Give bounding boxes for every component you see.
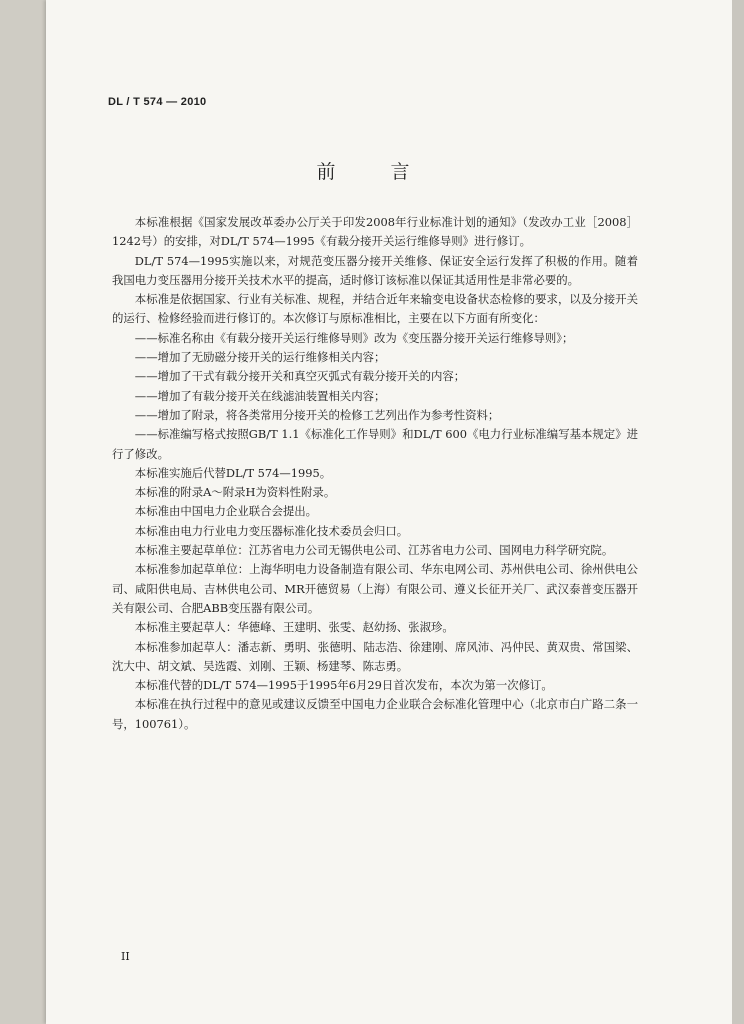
paragraph: 本标准参加起草单位：上海华明电力设备制造有限公司、华东电网公司、苏州供电公司、徐州供电公司、咸阳供电局、吉林供电公司、MR开德贸易（上海）有限公司、遵义长征开关厂、武汉泰普变压器开关有限公司、合肥ABB变压器有限公司。 <box>112 562 638 615</box>
page-number: II <box>121 950 130 963</box>
list-item: ——增加了附录，将各类常用分接开关的检修工艺列出作为参考性资料； <box>134 407 500 422</box>
standard-code: DL / T 574 — 2010 <box>108 96 207 108</box>
paragraph: 本标准参加起草人：潘志新、勇明、张德明、陆志浩、徐建刚、席风沛、冯仲民、黄双贵、常国梁、沈大中、胡文斌、吴选霞、刘刚、王颖、杨建琴、陈志勇。 <box>112 639 638 673</box>
list-item: ——增加了干式有载分接开关和真空灭弧式有载分接开关的内容； <box>134 369 466 384</box>
paragraph: 本标准实施后代替DL/T 574—1995。 <box>134 465 332 480</box>
paragraph: 本标准主要起草单位：江苏省电力公司无锡供电公司、江苏省电力公司、国网电力科学研究院。 <box>134 543 614 558</box>
paragraph: 本标准主要起草人：华德峰、王建明、张雯、赵幼扬、张淑珍。 <box>134 620 454 635</box>
paragraph: DL/T 574—1995实施以来，对规范变压器分接开关维修、保证安全运行发挥了积极的作用。随着我国电力变压器用分接开关技术水平的提高，适时修订该标准以保证其适用性是非常必要的。 <box>112 253 638 287</box>
foreword-body <box>112 213 638 734</box>
page-title: 前 言 <box>316 161 428 183</box>
paragraph: 本标准代替的DL/T 574—1995于1995年6月29日首次发布，本次为第一次修订。 <box>134 678 553 693</box>
paragraph: 本标准的附录A～附录H为资料性附录。 <box>134 485 336 500</box>
paragraph: 本标准由中国电力企业联合会提出。 <box>134 504 318 519</box>
scan-right-margin <box>732 0 744 1024</box>
list-item: ——标准名称由《有载分接开关运行维修导则》改为《变压器分接开关运行维修导则》； <box>134 330 574 345</box>
scan-left-margin <box>0 0 46 1024</box>
paragraph: 本标准根据《国家发展改革委办公厅关于印发2008年行业标准计划的通知》（发改办工业［2008］1242号）的安排，对DL/T 574—1995《有载分接开关运行维修导则》进行修订。 <box>112 215 638 249</box>
paragraph: 本标准是依据国家、行业有关标准、规程，并结合近年来输变电设备状态检修的要求，以及分接开关的运行、检修经验而进行修订的。本次修订与原标准相比，主要在以下方面有所变化： <box>112 292 638 326</box>
paragraph: 本标准在执行过程中的意见或建议反馈至中国电力企业联合会标准化管理中心（北京市白广路二条一号，100761）。 <box>112 697 638 731</box>
list-item: ——增加了无励磁分接开关的运行维修相关内容； <box>134 350 386 365</box>
list-item: ——标准编写格式按照GB/T 1.1《标准化工作导则》和DL/T 600《电力行业标准编写基本规定》进行了修改。 <box>112 427 638 461</box>
list-item: ——增加了有载分接开关在线滤油装置相关内容； <box>134 388 386 403</box>
paragraph: 本标准由电力行业电力变压器标准化技术委员会归口。 <box>134 523 409 538</box>
